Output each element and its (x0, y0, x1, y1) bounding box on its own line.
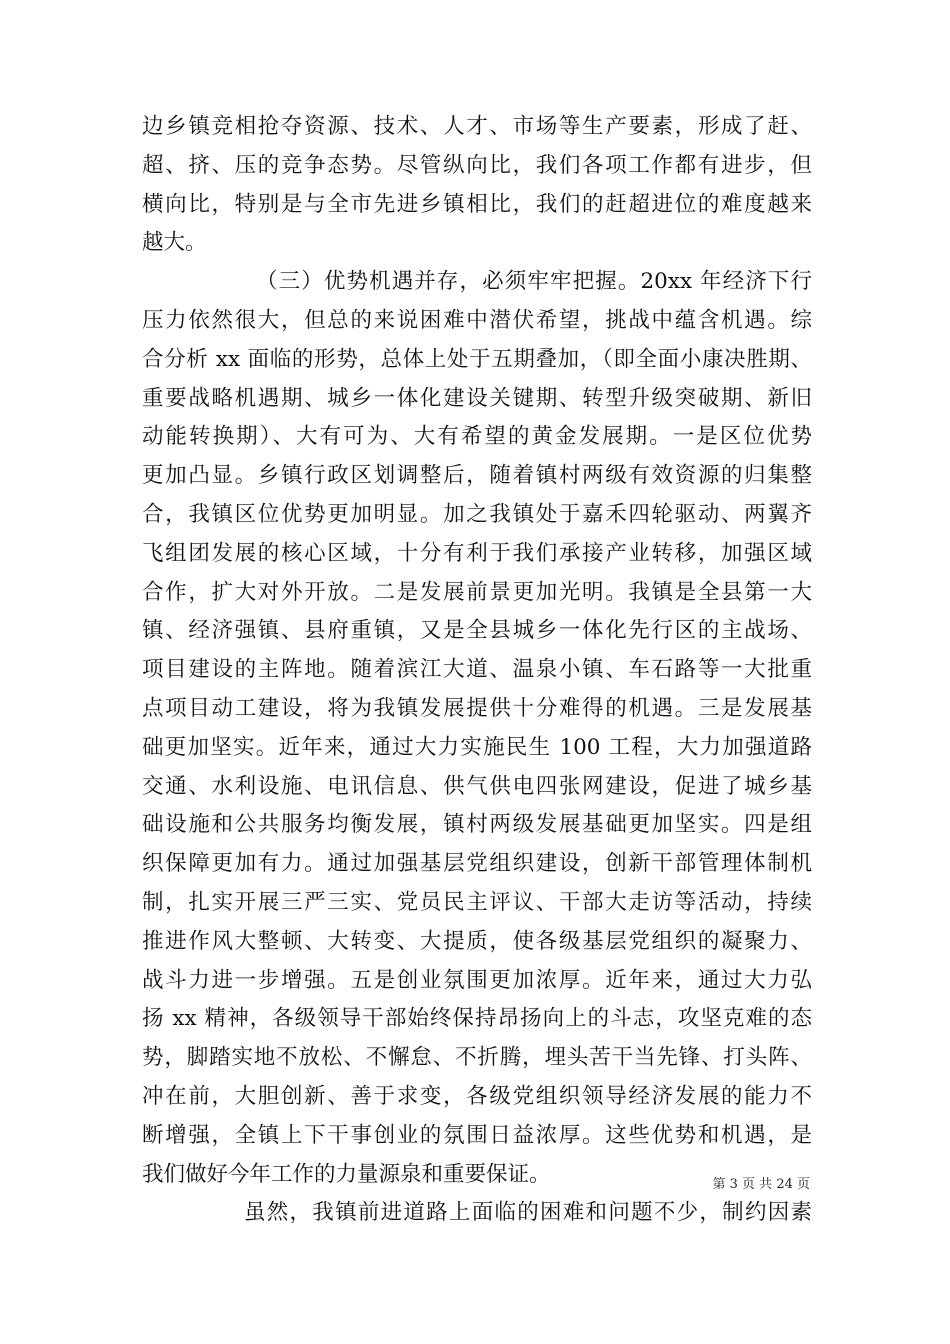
text-line: 飞组团发展的核心区域，十分有利于我们承接产业转移，加强区域 (142, 540, 812, 566)
text-line: 冲在前，大胆创新、善于求变，各级党组织领导经济发展的能力不 (142, 1083, 812, 1109)
text-line: 更加凸显。乡镇行政区划调整后，随着镇村两级有效资源的归集整 (142, 463, 812, 489)
text-line: 横向比，特别是与全市先进乡镇相比，我们的赶超进位的难度越来 (142, 191, 812, 217)
text-line: 镇、经济强镇、县府重镇，又是全县城乡一体化先行区的主战场、 (142, 618, 812, 644)
document-body (142, 108, 812, 1233)
text-line: 交通、水利设施、电讯信息、供气供电四张网建设，促进了城乡基 (142, 773, 812, 799)
text-line: 断增强，全镇上下干事创业的氛围日益浓厚。这些优势和机遇，是 (142, 1122, 812, 1148)
text-line: 合，我镇区位优势更加明显。加之我镇处于嘉禾四轮驱动、两翼齐 (142, 501, 812, 527)
text-line: （三）优势机遇并存，必须牢牢把握。20xx 年经济下行 (256, 269, 812, 295)
text-line: 势，脚踏实地不放松、不懈怠、不折腾，埋头苦干当先锋、打头阵、 (142, 1045, 812, 1071)
text-line: 越大。 (142, 230, 207, 256)
paragraph-1 (142, 108, 812, 263)
text-line: 合作，扩大对外开放。二是发展前景更加光明。我镇是全县第一大 (142, 579, 812, 605)
text-line: 战斗力进一步增强。五是创业氛围更加浓厚。近年来，通过大力弘 (142, 967, 812, 993)
text-line: 合分析 xx 面临的形势，总体上处于五期叠加，（即全面小康决胜期、 (142, 346, 812, 372)
page-number: 第 3 页 共 24 页 (712, 1177, 810, 1192)
text-line: 制，扎实开展三严三实、党员民主评议、干部大走访等活动，持续 (142, 889, 812, 915)
text-line: 项目建设的主阵地。随着滨江大道、温泉小镇、车石路等一大批重 (142, 657, 812, 683)
text-line: 推进作风大整顿、大转变、大提质，使各级基层党组织的凝聚力、 (142, 928, 812, 954)
text-line: 础设施和公共服务均衡发展，镇村两级发展基础更加坚实。四是组 (142, 812, 812, 838)
text-line: 虽然，我镇前进道路上面临的困难和问题不少，制约因素 (244, 1200, 812, 1226)
paragraph-2 (142, 263, 812, 1194)
text-line: 点项目动工建设，将为我镇发展提供十分难得的机遇。三是发展基 (142, 695, 812, 721)
text-line: 扬 xx 精神，各级领导干部始终保持昂扬向上的斗志，攻坚克难的态 (142, 1006, 812, 1032)
text-line: 动能转换期）、大有可为、大有希望的黄金发展期。一是区位优势 (142, 424, 812, 450)
text-line: 重要战略机遇期、城乡一体化建设关键期、转型升级突破期、新旧 (142, 385, 812, 411)
paragraph-3 (142, 1194, 812, 1233)
text-line: 织保障更加有力。通过加强基层党组织建设，创新干部管理体制机 (142, 851, 812, 877)
text-line: 我们做好今年工作的力量源泉和重要保证。 (142, 1161, 551, 1187)
text-line: 超、挤、压的竞争态势。尽管纵向比，我们各项工作都有进步，但 (142, 152, 812, 178)
text-line: 础更加坚实。近年来，通过大力实施民生 100 工程，大力加强道路 (142, 734, 812, 760)
text-line: 压力依然很大，但总的来说困难中潜伏希望，挑战中蕴含机遇。综 (142, 307, 812, 333)
text-line: 边乡镇竞相抢夺资源、技术、人才、市场等生产要素，形成了赶、 (142, 114, 812, 139)
